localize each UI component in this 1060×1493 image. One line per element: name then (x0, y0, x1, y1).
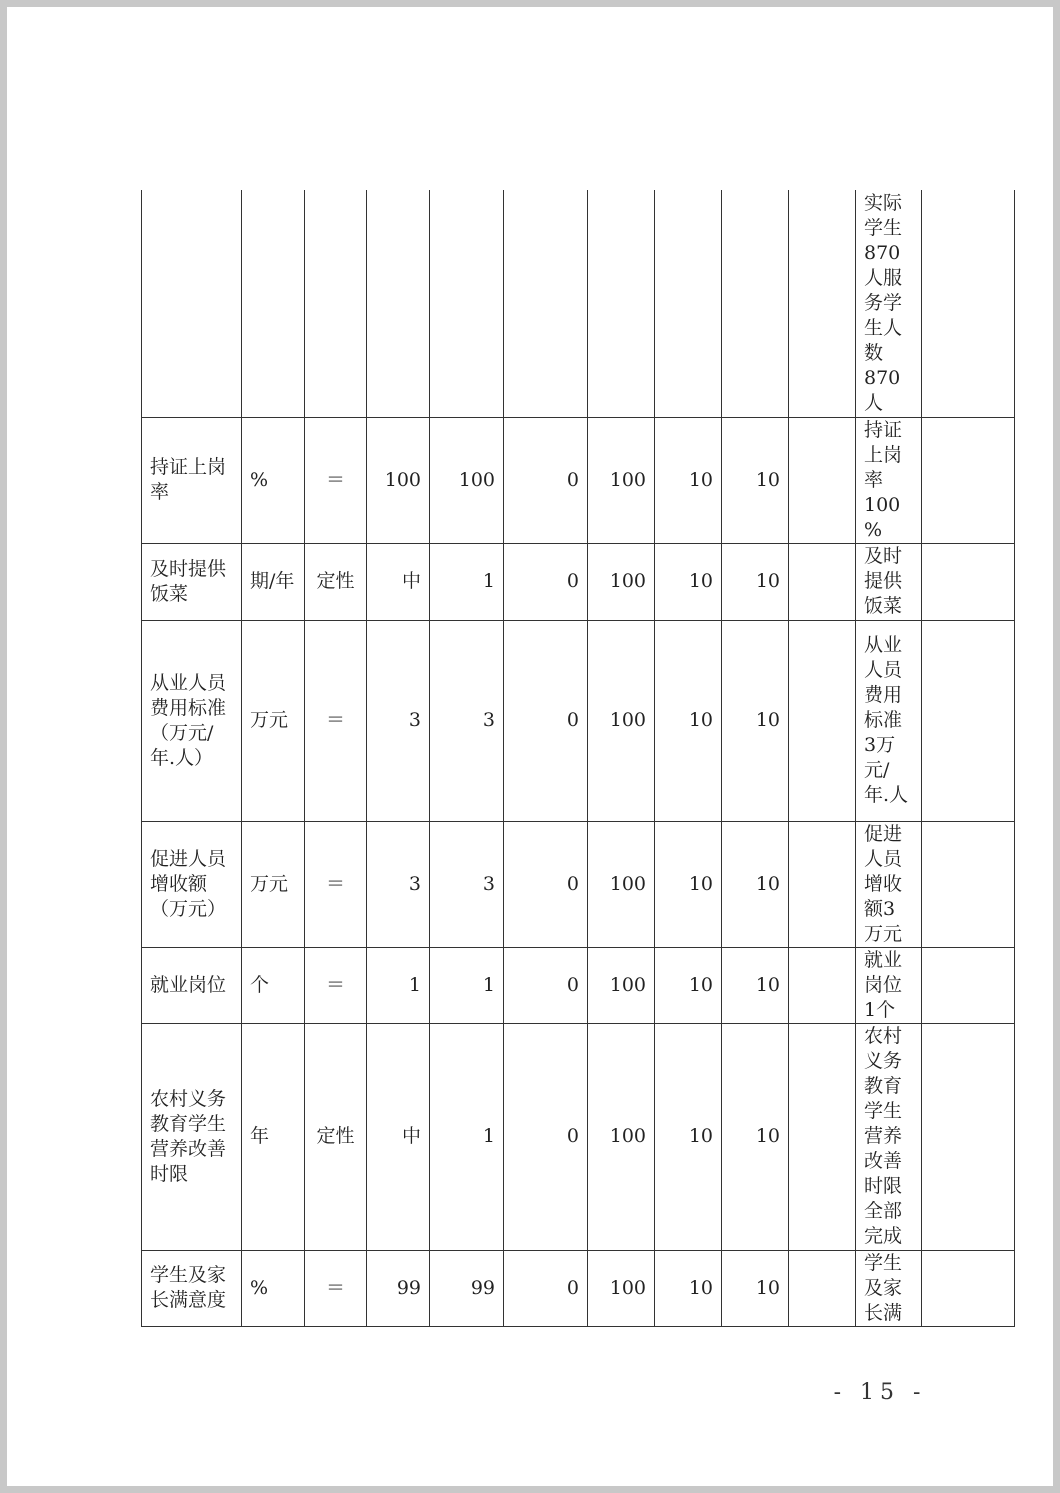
operator-cell: ＝ (305, 821, 367, 947)
unit-cell: 万元 (242, 821, 305, 947)
table-row (142, 821, 1015, 947)
value-cell: 10 (722, 947, 789, 1023)
remark-cell (922, 417, 1015, 543)
actual-cell: 3 (430, 821, 504, 947)
operator-cell (305, 190, 367, 417)
value-cell: 100 (588, 1250, 655, 1326)
table-row (142, 620, 1015, 821)
remark-cell (922, 821, 1015, 947)
value-cell (789, 543, 856, 620)
indicator-cell: 就业岗位 (142, 947, 242, 1023)
target-cell: 中 (367, 543, 430, 620)
indicator-cell: 促进人员增收额（万元） (142, 821, 242, 947)
description-cell: 及时提供饭菜 (856, 543, 922, 620)
actual-cell: 100 (430, 417, 504, 543)
value-cell: 100 (588, 1023, 655, 1250)
value-cell: 10 (722, 1250, 789, 1326)
target-cell (367, 190, 430, 417)
operator-cell: ＝ (305, 417, 367, 543)
target-cell: 99 (367, 1250, 430, 1326)
value-cell: 0 (504, 947, 588, 1023)
indicator-cell (142, 190, 242, 417)
operator-cell: ＝ (305, 1250, 367, 1326)
value-cell (789, 190, 856, 417)
indicator-cell: 农村义务教育学生营养改善时限 (142, 1023, 242, 1250)
unit-cell: 万元 (242, 620, 305, 821)
actual-cell: 99 (430, 1250, 504, 1326)
description-cell: 实际学生870人服务学生人数870人 (856, 190, 922, 417)
unit-cell: 个 (242, 947, 305, 1023)
unit-cell: % (242, 417, 305, 543)
table-row (142, 947, 1015, 1023)
operator-cell: ＝ (305, 620, 367, 821)
value-cell: 10 (722, 417, 789, 543)
value-cell: 0 (504, 1023, 588, 1250)
value-cell: 10 (655, 543, 722, 620)
actual-cell: 1 (430, 1023, 504, 1250)
description-cell: 促进人员增收额3万元 (856, 821, 922, 947)
remark-cell (922, 1250, 1015, 1326)
actual-cell: 1 (430, 947, 504, 1023)
table-row (142, 1023, 1015, 1250)
operator-cell: 定性 (305, 1023, 367, 1250)
unit-cell: % (242, 1250, 305, 1326)
value-cell (588, 190, 655, 417)
description-cell: 就业岗位1个 (856, 947, 922, 1023)
remark-cell (922, 620, 1015, 821)
actual-cell: 1 (430, 543, 504, 620)
value-cell (789, 821, 856, 947)
description-cell: 学生及家长满 (856, 1250, 922, 1326)
value-cell: 100 (588, 620, 655, 821)
value-cell (789, 1023, 856, 1250)
value-cell: 10 (722, 1023, 789, 1250)
operator-cell: 定性 (305, 543, 367, 620)
indicator-cell: 持证上岗率 (142, 417, 242, 543)
value-cell: 10 (655, 417, 722, 543)
target-cell: 1 (367, 947, 430, 1023)
operator-cell: ＝ (305, 947, 367, 1023)
value-cell: 10 (655, 1023, 722, 1250)
value-cell: 0 (504, 417, 588, 543)
value-cell: 100 (588, 821, 655, 947)
table-row (142, 1250, 1015, 1326)
unit-cell: 期/年 (242, 543, 305, 620)
value-cell (789, 417, 856, 543)
remark-cell (922, 190, 1015, 417)
value-cell: 10 (722, 821, 789, 947)
actual-cell (430, 190, 504, 417)
value-cell: 10 (655, 947, 722, 1023)
value-cell: 100 (588, 947, 655, 1023)
value-cell: 10 (655, 620, 722, 821)
table-row (142, 543, 1015, 620)
value-cell: 10 (722, 543, 789, 620)
value-cell (789, 1250, 856, 1326)
indicator-cell: 学生及家长满意度 (142, 1250, 242, 1326)
value-cell: 10 (655, 1250, 722, 1326)
remark-cell (922, 1023, 1015, 1250)
table-row (142, 417, 1015, 543)
description-cell: 持证上岗率100% (856, 417, 922, 543)
value-cell: 0 (504, 1250, 588, 1326)
value-cell: 0 (504, 543, 588, 620)
actual-cell: 3 (430, 620, 504, 821)
unit-cell: 年 (242, 1023, 305, 1250)
value-cell: 10 (722, 620, 789, 821)
indicator-cell: 从业人员费用标准（万元/年.人） (142, 620, 242, 821)
value-cell: 0 (504, 821, 588, 947)
performance-table (141, 190, 1015, 1327)
table-row (142, 190, 1015, 417)
unit-cell (242, 190, 305, 417)
value-cell (504, 190, 588, 417)
target-cell: 3 (367, 620, 430, 821)
target-cell: 中 (367, 1023, 430, 1250)
value-cell (722, 190, 789, 417)
value-cell (655, 190, 722, 417)
value-cell: 100 (588, 417, 655, 543)
page-number: - 15 - (833, 1380, 927, 1405)
remark-cell (922, 947, 1015, 1023)
remark-cell (922, 543, 1015, 620)
value-cell: 100 (588, 543, 655, 620)
value-cell: 10 (655, 821, 722, 947)
description-cell: 农村义务教育学生营养改善时限全部完成 (856, 1023, 922, 1250)
indicator-cell: 及时提供饭菜 (142, 543, 242, 620)
value-cell (789, 947, 856, 1023)
target-cell: 3 (367, 821, 430, 947)
value-cell (789, 620, 856, 821)
description-cell: 从业人员费用标准3万元/年.人 (856, 620, 922, 821)
value-cell: 0 (504, 620, 588, 821)
target-cell: 100 (367, 417, 430, 543)
